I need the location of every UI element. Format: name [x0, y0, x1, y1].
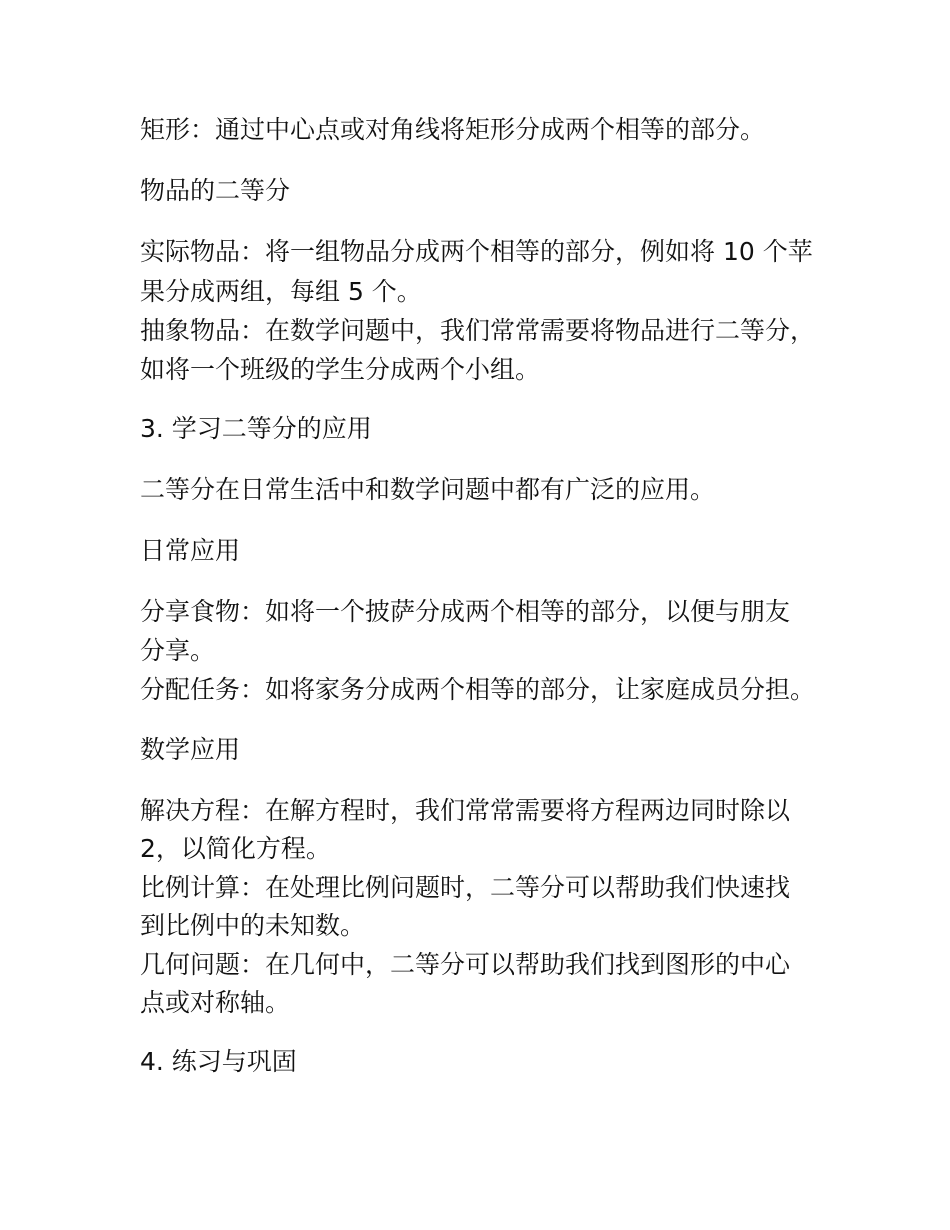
paragraph-line-share-food-2: 分享。 — [140, 636, 216, 665]
paragraph-line-geometry-2: 点或对称轴。 — [140, 988, 291, 1017]
paragraph-line-real-items-2: 果分成两组，每组 5 个。 — [140, 277, 422, 306]
paragraph-line-ratios-1: 比例计算：在处理比例问题时，二等分可以帮助我们快速找 — [140, 873, 791, 902]
paragraph-line-abstract-items-1: 抽象物品：在数学问题中，我们常常需要将物品进行二等分， — [140, 316, 816, 345]
paragraph-line-applications-intro: 二等分在日常生活中和数学问题中都有广泛的应用。 — [140, 475, 716, 504]
paragraph-line-rectangle: 矩形：通过中心点或对角线将矩形分成两个相等的部分。 — [140, 115, 766, 144]
paragraph-line-equations-1: 解决方程：在解方程时，我们常常需要将方程两边同时除以 — [140, 796, 791, 825]
paragraph-line-real-items-1: 实际物品：将一组物品分成两个相等的部分，例如将 10 个苹 — [140, 237, 813, 266]
section-heading-practice: 4. 练习与巩固 — [140, 1047, 297, 1076]
paragraph-line-geometry-1: 几何问题：在几何中，二等分可以帮助我们找到图形的中心 — [140, 950, 791, 979]
section-heading-items-bisection: 物品的二等分 — [140, 176, 291, 205]
section-heading-daily-use: 日常应用 — [140, 536, 241, 565]
paragraph-line-abstract-items-2: 如将一个班级的学生分成两个小组。 — [140, 355, 541, 384]
section-heading-applications: 3. 学习二等分的应用 — [140, 414, 372, 443]
paragraph-line-ratios-2: 到比例中的未知数。 — [140, 911, 366, 940]
paragraph-line-share-food-1: 分享食物：如将一个披萨分成两个相等的部分，以便与朋友 — [140, 597, 791, 626]
paragraph-line-equations-2: 2，以简化方程。 — [140, 834, 331, 863]
paragraph-line-assign-tasks: 分配任务：如将家务分成两个相等的部分，让家庭成员分担。 — [140, 675, 816, 704]
section-heading-math-use: 数学应用 — [140, 735, 241, 764]
